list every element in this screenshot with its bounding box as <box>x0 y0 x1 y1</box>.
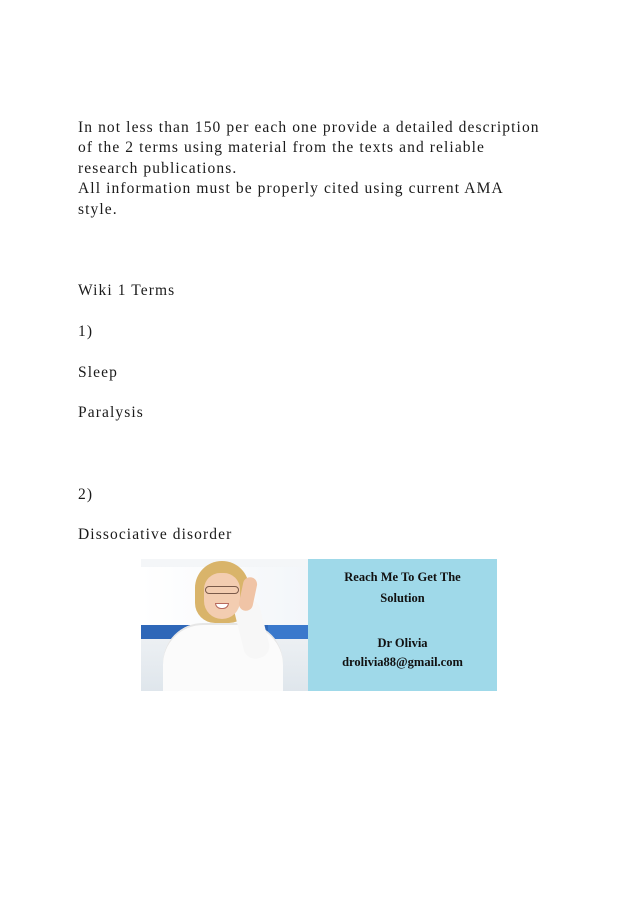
intro-line-4: All information must be properly cited using current AMA <box>78 180 504 197</box>
banner-contact-name: Dr Olivia <box>377 636 428 650</box>
intro-line-3: research publications. <box>78 160 238 177</box>
banner-headline-line1: Reach Me To Get The <box>344 570 461 584</box>
banner-contact-email[interactable]: drolivia88@gmail.com <box>342 655 463 669</box>
banner-headline-line2: Solution <box>380 591 425 605</box>
intro-line-2: of the 2 terms using material from the texts and reliable <box>78 139 486 156</box>
term1-number: 1) <box>78 323 94 340</box>
photo-glasses <box>205 586 239 594</box>
photo-face <box>204 573 240 619</box>
contact-banner[interactable] <box>141 559 497 691</box>
banner-photo <box>141 559 308 691</box>
term2-number: 2) <box>78 486 94 503</box>
banner-info-panel <box>308 559 497 691</box>
intro-line-5: style. <box>78 201 118 218</box>
term1-line1: Sleep <box>78 364 118 381</box>
section-title: Wiki 1 Terms <box>78 282 176 299</box>
term1-line2: Paralysis <box>78 404 144 421</box>
intro-line-1: In not less than 150 per each one provide a detailed description <box>78 119 540 136</box>
term2-name: Dissociative disorder <box>78 526 233 543</box>
